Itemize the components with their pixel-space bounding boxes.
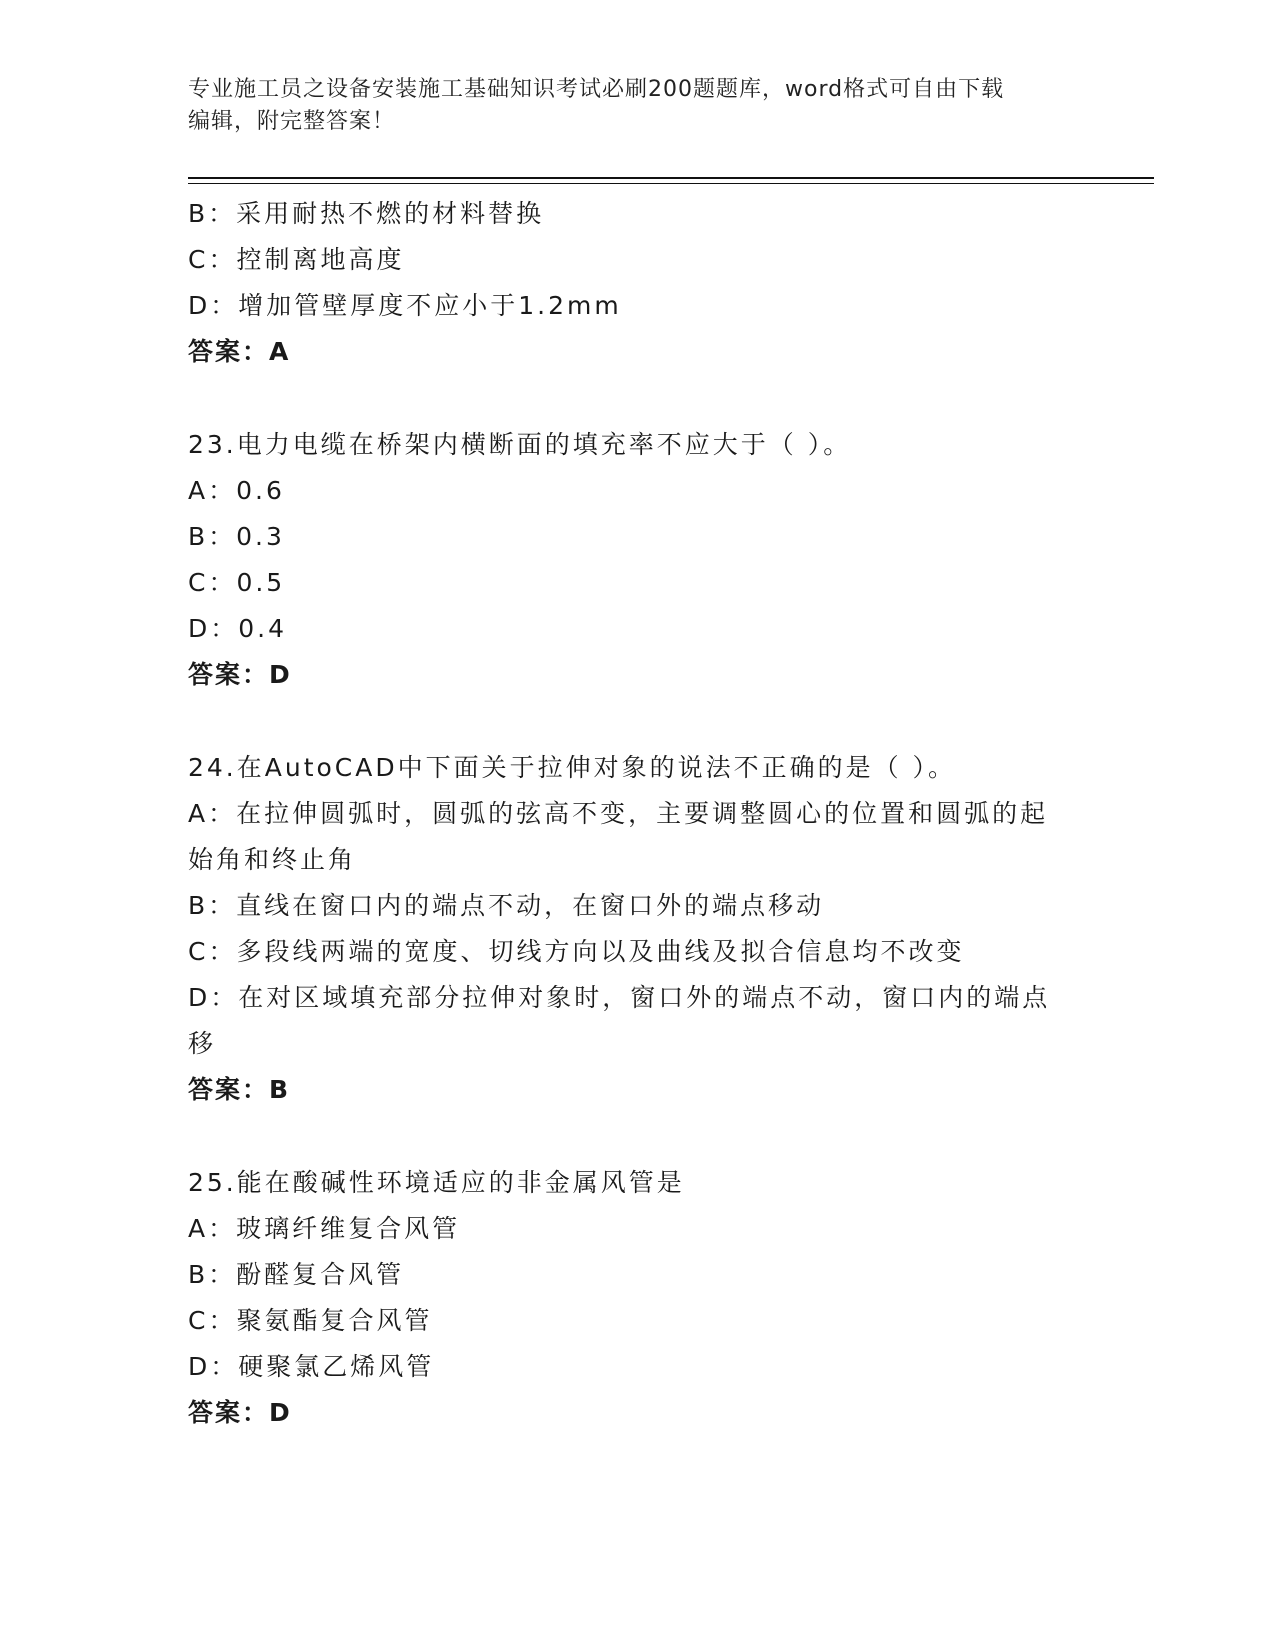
header-rule-thick [188,177,1154,179]
option-b: B：酚醛复合风管 [188,1260,405,1289]
option-b: B：直线在窗口内的端点不动，在窗口外的端点移动 [188,891,825,920]
option-a: A：在拉伸圆弧时，圆弧的弦高不变，主要调整圆心的位置和圆弧的起始角和终止角 [188,799,1049,874]
question-stem: 24.在AutoCAD中下面关于拉伸对象的说法不正确的是（ ）。 [188,753,957,782]
option-d: D：在对区域填充部分拉伸对象时，窗口外的端点不动，窗口内的端点移 [188,983,1051,1058]
option-c: C：0.5 [188,568,286,597]
option-c: C：聚氨酯复合风管 [188,1306,433,1335]
header-rule-thin [188,183,1154,184]
answer-line: 答案：D [188,1398,292,1427]
question-stem: 25.能在酸碱性环境适应的非金属风管是 [188,1168,685,1197]
question-25 [188,1160,1068,1436]
question-content [188,191,1068,1436]
document-header [188,74,1068,138]
header-line-2: 编辑，附完整答案！ [188,109,396,134]
option-d: D：增加管壁厚度不应小于1.2mm [188,291,622,320]
option-c: C：控制离地高度 [188,245,405,274]
option-d: D：0.4 [188,614,288,643]
option-c: C：多段线两端的宽度、切线方向以及曲线及拟合信息均不改变 [188,937,965,966]
option-a: A：0.6 [188,476,285,505]
question-stem: 23.电力电缆在桥架内横断面的填充率不应大于（ ）。 [188,430,852,459]
answer-line: 答案：A [188,337,291,366]
answer-line: 答案：D [188,660,292,689]
answer-line: 答案：B [188,1075,291,1104]
question-22-continued [188,191,1068,375]
option-b: B：采用耐热不燃的材料替换 [188,199,545,228]
question-23 [188,422,1068,698]
option-a: A：玻璃纤维复合风管 [188,1214,461,1243]
question-24 [188,745,1068,1113]
option-d: D：硬聚氯乙烯风管 [188,1352,435,1381]
header-line-1: 专业施工员之设备安装施工基础知识考试必刷200题题库，word格式可自由下载 [188,77,1005,102]
option-b: B：0.3 [188,522,285,551]
